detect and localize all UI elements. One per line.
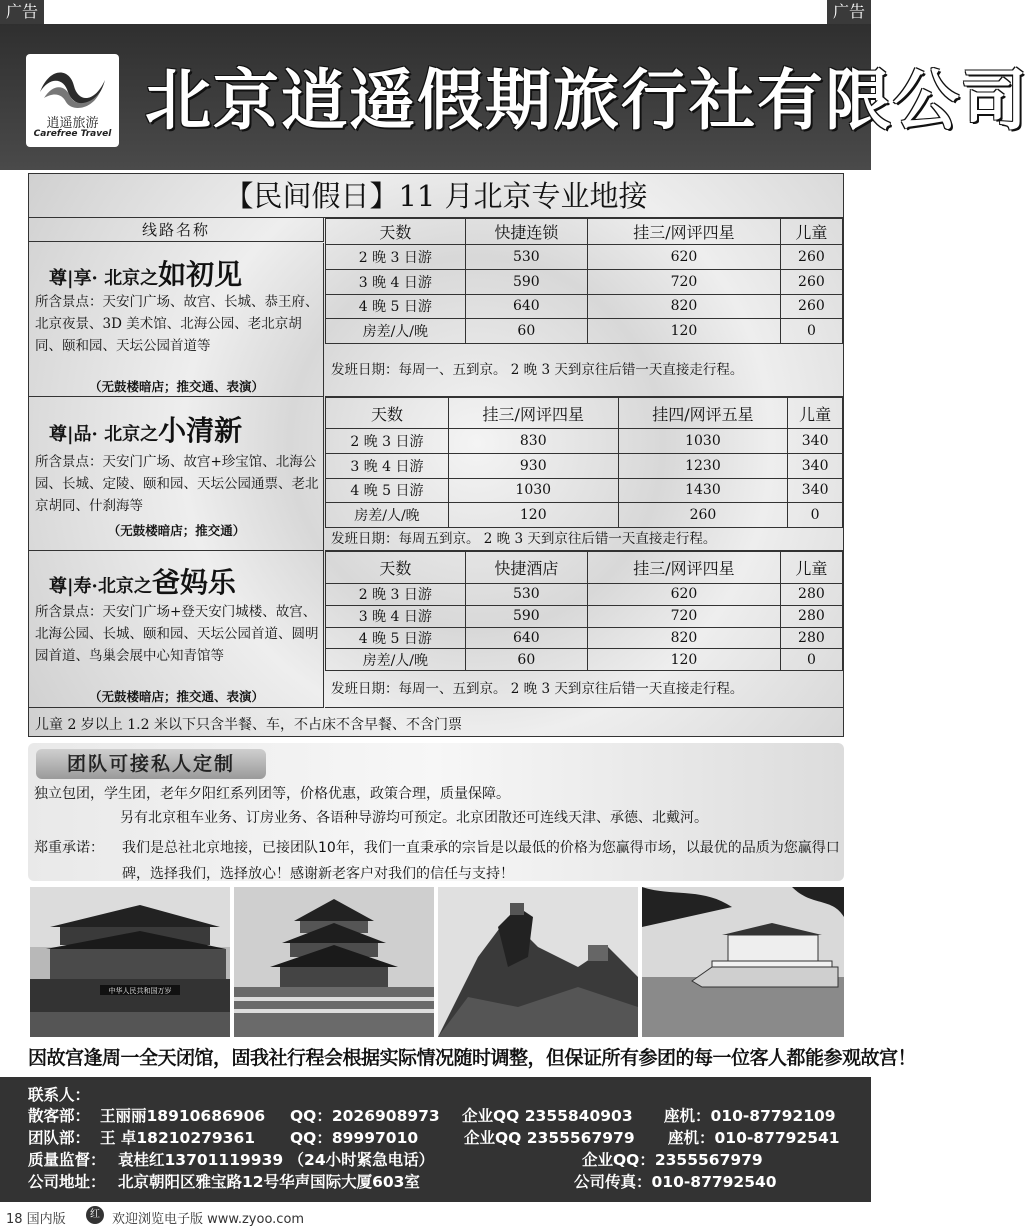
promise-text: 我们是总社北京地接，已接团队10年，我们一直秉承的宗旨是以最低的价格为您赢得市场，以最优的品质为您赢得口碑，选择我们，选择放心！感谢新老客户对我们的信任与支持！	[122, 840, 840, 882]
table-cell: 3 晚 4 日游	[326, 453, 449, 478]
table-row	[326, 319, 843, 344]
table-cell: 0	[780, 319, 842, 344]
photo-temple-of-heaven	[234, 887, 434, 1037]
table-row	[326, 453, 843, 478]
table-cell: 530	[465, 584, 587, 606]
address-label: 公司地址：	[28, 1173, 106, 1191]
palace-closing-notice: 因故宫逢周一全天闭馆，固我社行程会根据实际情况随时调整，但保证所有参团的每一位客人都能参观故宫！	[28, 1047, 917, 1069]
company-name: 北京逍遥假期旅行社有限公司	[145, 62, 1029, 139]
header-banner	[0, 24, 1029, 170]
route-info-1	[29, 243, 324, 397]
table-cell: 120	[588, 319, 781, 344]
table-cell: 1030	[448, 478, 618, 503]
table-cell: 60	[465, 319, 587, 344]
company-fax: 公司传真：010-87792540	[574, 1173, 777, 1191]
schedule-2: 发班日期：每周五到京。 2 晚 3 天到京往后错一天直接走行程。	[325, 528, 843, 551]
table-row	[326, 627, 843, 649]
route-title-1	[49, 253, 242, 293]
table-cell: 房差/人/晚	[326, 319, 466, 344]
route-name: 如初见	[158, 258, 243, 291]
table-cell: 340	[788, 429, 843, 454]
route-title-2	[49, 409, 242, 449]
price-table-2	[325, 397, 843, 528]
retail-contact-name: 王丽丽18910686906	[100, 1107, 266, 1125]
table-cell: 530	[465, 245, 587, 270]
table-cell: 2 晚 3 日游	[326, 429, 449, 454]
contact-section	[0, 1077, 871, 1202]
logo-english-text: Carefree Travel	[33, 129, 112, 139]
table-header-cell: 快捷酒店	[465, 552, 587, 584]
group-phone: 座机：010-87792541	[668, 1129, 840, 1147]
table-cell: 1030	[618, 429, 788, 454]
retail-qq: QQ：2026908973	[290, 1107, 440, 1125]
table-header-cell: 儿童	[780, 219, 842, 245]
table-cell: 830	[448, 429, 618, 454]
great-wall-image	[438, 887, 638, 1037]
table-header-cell: 快捷连锁	[465, 219, 587, 245]
retail-enterprise-qq: 企业QQ 2355840903	[462, 1107, 633, 1125]
table-cell: 4 晚 5 日游	[326, 294, 466, 319]
table-header-row	[326, 219, 843, 245]
table-header-cell: 儿童	[788, 398, 843, 429]
group-contact-name: 王 卓18210279361	[100, 1129, 256, 1147]
table-cell: 280	[780, 584, 842, 606]
table-cell: 340	[788, 478, 843, 503]
team-service-line: 独立包团，学生团，老年夕阳红系列团等，价格优惠，政策合理，质量保障。	[34, 786, 510, 802]
table-cell: 3 晚 4 日游	[326, 605, 466, 627]
table-cell: 60	[465, 649, 587, 671]
child-policy-footnote: 儿童 2 岁以上 1.2 米以下只含半餐、车，不占床不含早餐、不含门票	[35, 717, 462, 733]
table-cell: 820	[588, 627, 781, 649]
route-info-3	[29, 551, 324, 708]
hong-badge-icon: 红	[86, 1206, 104, 1224]
route-spots-3: 所含景点：天安门广场+登天安门城楼、故宫、北海公园、长城、颐和园、天坛公园首道、圆明园首道、鸟巢会展中心知青馆等	[35, 604, 319, 664]
table-cell: 620	[588, 245, 781, 270]
custom-tour-section	[28, 743, 844, 881]
table-cell: 720	[588, 269, 781, 294]
route-note-1: （无鼓楼暗店；推交通、表演）	[88, 379, 264, 394]
route-spots-2: 所含景点：天安门广场、故宫+珍宝馆、北海公园、长城、定陵、颐和园、天坛公园通票、老北京胡同、什刹海等	[35, 454, 319, 514]
table-row	[326, 584, 843, 606]
table-header-cell: 天数	[326, 398, 449, 429]
table-cell: 4 晚 5 日游	[326, 478, 449, 503]
page-footer	[0, 1202, 871, 1230]
group-enterprise-qq: 企业QQ 2355567979	[464, 1129, 635, 1147]
tiananmen-banner: 中华人民共和国万岁	[108, 987, 172, 995]
table-header-cell: 挂三/网评四星	[588, 552, 781, 584]
route-note-3: （无鼓楼暗店；推交通、表演）	[88, 689, 264, 704]
table-row	[326, 245, 843, 270]
table-cell: 4 晚 5 日游	[326, 627, 466, 649]
route-info-2	[29, 397, 324, 551]
ad-label-left: 广告	[0, 0, 44, 24]
table-row	[326, 294, 843, 319]
table-row	[326, 605, 843, 627]
table-cell: 1430	[618, 478, 788, 503]
ad-label-right: 广告	[827, 0, 871, 24]
page-number: 18 国内版	[6, 1212, 66, 1227]
table-header-cell: 天数	[326, 552, 466, 584]
table-cell: 720	[588, 605, 781, 627]
price-table-1	[325, 218, 843, 344]
table-cell: 340	[788, 453, 843, 478]
table-cell: 640	[465, 294, 587, 319]
group-dept-label: 团队部：	[28, 1129, 91, 1147]
table-cell: 房差/人/晚	[326, 649, 466, 671]
route-note-2: （无鼓楼暗店；推交通）	[107, 523, 246, 538]
table-row	[326, 478, 843, 503]
retail-dept-label: 散客部：	[28, 1107, 91, 1125]
route-title-3	[49, 561, 236, 601]
table-cell: 620	[588, 584, 781, 606]
table-header-row	[326, 398, 843, 429]
company-logo	[26, 54, 119, 147]
table-cell: 590	[465, 605, 587, 627]
table-row	[326, 649, 843, 671]
logo-swirl-icon	[36, 62, 109, 112]
logo-chinese-text: 逍遥旅游	[46, 116, 99, 131]
custom-tour-tag: 团队可接私人定制	[36, 749, 266, 779]
route-name: 小清新	[158, 414, 243, 447]
photo-great-wall	[438, 887, 638, 1037]
promise-label: 郑重承诺：	[34, 840, 104, 856]
route-prefix: 尊|寿·北京之	[49, 576, 152, 597]
table-cell: 120	[448, 503, 618, 528]
table-cell: 280	[780, 605, 842, 627]
table-cell: 260	[780, 245, 842, 270]
table-cell: 260	[618, 503, 788, 528]
table-row	[326, 503, 843, 528]
table-cell: 260	[780, 294, 842, 319]
extra-service-line: 另有北京租车业务、订房业务、各语种导游均可预定。北京团散还可连线天津、承德、北戴河。	[120, 810, 708, 826]
table-cell: 820	[588, 294, 781, 319]
route-prefix: 尊|品· 北京之	[49, 424, 159, 445]
quality-enterprise-qq: 企业QQ：2355567979	[582, 1151, 763, 1169]
table-cell: 120	[588, 649, 781, 671]
table-cell: 1230	[618, 453, 788, 478]
quality-contact: 袁桂红13701119939 （24小时紧急电话）	[118, 1151, 435, 1169]
table-header-cell: 天数	[326, 219, 466, 245]
main-title: 【民间假日】11 月北京专业地接	[29, 174, 843, 218]
group-qq: QQ：89997010	[290, 1129, 419, 1147]
retail-phone: 座机：010-87792109	[664, 1107, 836, 1125]
table-cell: 房差/人/晚	[326, 503, 449, 528]
website-link[interactable]: 欢迎浏览电子版 www.zyoo.com	[112, 1212, 305, 1227]
table-header-cell: 挂三/网评四星	[588, 219, 781, 245]
table-cell: 640	[465, 627, 587, 649]
pricing-panel	[28, 173, 844, 737]
table-cell: 0	[788, 503, 843, 528]
table-cell: 260	[780, 269, 842, 294]
table-row	[326, 269, 843, 294]
table-cell: 2 晚 3 日游	[326, 245, 466, 270]
temple-of-heaven-image	[234, 887, 434, 1037]
photo-tiananmen	[30, 887, 230, 1037]
table-cell: 930	[448, 453, 618, 478]
route-name-column-header: 线路名称	[29, 218, 324, 242]
table-header-cell: 挂三/网评四星	[448, 398, 618, 429]
schedule-1: 发班日期：每周一、五到京。 2 晚 3 天到京往后错一天直接走行程。	[325, 344, 843, 397]
table-cell: 0	[780, 649, 842, 671]
table-cell: 2 晚 3 日游	[326, 584, 466, 606]
route-prefix: 尊|享· 北京之	[49, 268, 159, 289]
photo-marble-boat	[642, 887, 844, 1037]
company-address: 北京朝阳区雅宝路12号华声国际大厦603室	[118, 1173, 420, 1191]
contact-title: 联系人：	[28, 1086, 91, 1104]
route-name: 爸妈乐	[151, 566, 236, 599]
table-cell: 590	[465, 269, 587, 294]
schedule-3: 发班日期：每周一、五到京。 2 晚 3 天到京往后错一天直接走行程。	[325, 671, 843, 708]
table-header-cell: 儿童	[780, 552, 842, 584]
route-spots-1: 所含景点：天安门广场、故宫、长城、恭王府、北京夜景、3D 美术馆、北海公园、老北京胡同、颐和园、天坛公园首道等	[35, 294, 319, 354]
table-header-cell: 挂四/网评五星	[618, 398, 788, 429]
tiananmen-image	[30, 887, 230, 1037]
table-row	[326, 429, 843, 454]
price-table-3	[325, 551, 843, 671]
marble-boat-image	[642, 887, 844, 1037]
table-cell: 280	[780, 627, 842, 649]
quality-dept-label: 质量监督：	[28, 1151, 106, 1169]
table-header-row	[326, 552, 843, 584]
table-cell: 3 晚 4 日游	[326, 269, 466, 294]
